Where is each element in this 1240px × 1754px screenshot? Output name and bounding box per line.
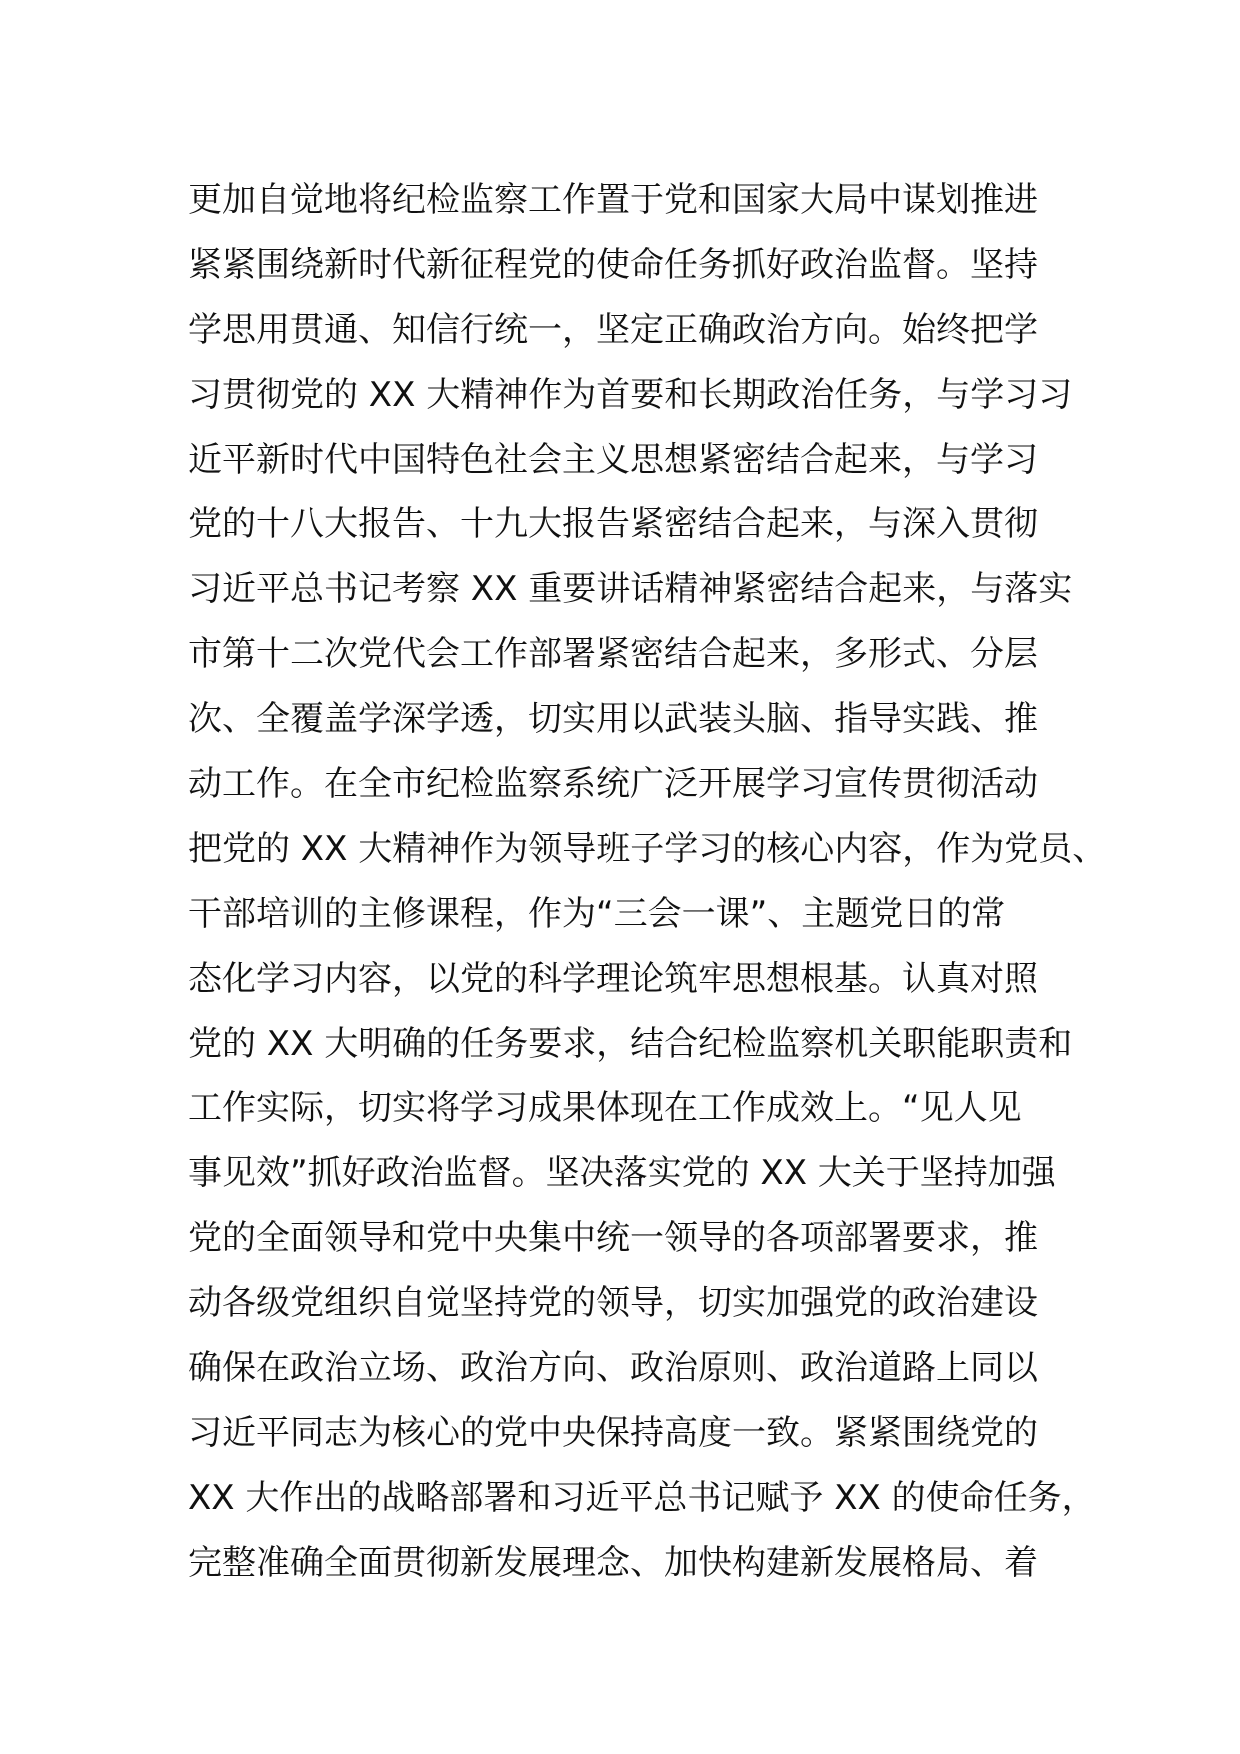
text-line: 近平新时代中国特色社会主义思想紧密结合起来，与学习 xyxy=(188,439,1038,480)
text-line: 干部培训的主修课程，作为“三会一课”、主题党日的常 xyxy=(188,893,1006,934)
text-line: 习近平总书记考察 XX 重要讲话精神紧密结合起来，与落实 xyxy=(188,569,1073,610)
text-line: 学思用贯通、知信行统一，坚定正确政治方向。始终把学 xyxy=(188,309,1038,350)
text-line: 把党的 XX 大精神作为领导班子学习的核心内容，作为党员、 xyxy=(188,828,1107,869)
body-paragraph xyxy=(188,168,1107,1596)
text-line: 工作实际，切实将学习成果体现在工作成效上。“见人见 xyxy=(188,1088,1022,1129)
text-line: 事见效”抓好政治监督。坚决落实党的 XX 大关于坚持加强 xyxy=(188,1153,1056,1194)
text-line: 党的全面领导和党中央集中统一领导的各项部署要求，推 xyxy=(188,1218,1038,1259)
text-line: 紧紧围绕新时代新征程党的使命任务抓好政治监督。坚持 xyxy=(188,244,1038,285)
text-line: XX 大作出的战略部署和习近平总书记赋予 XX 的使命任务， xyxy=(188,1477,1096,1518)
text-line: 党的 XX 大明确的任务要求，结合纪检监察机关职能职责和 xyxy=(188,1023,1073,1064)
text-line: 次、全覆盖学深学透，切实用以武装头脑、指导实践、推 xyxy=(188,699,1038,740)
text-line: 态化学习内容，以党的科学理论筑牢思想根基。认真对照 xyxy=(188,958,1038,999)
text-line: 市第十二次党代会工作部署紧密结合起来，多形式、分层 xyxy=(188,634,1038,675)
text-line: 习贯彻党的 XX 大精神作为首要和长期政治任务，与学习习 xyxy=(188,374,1073,415)
text-line: 动工作。在全市纪检监察系统广泛开展学习宣传贯彻活动 xyxy=(188,764,1038,805)
text-line: 确保在政治立场、政治方向、政治原则、政治道路上同以 xyxy=(188,1348,1038,1389)
text-line: 更加自觉地将纪检监察工作置于党和国家大局中谋划推进 xyxy=(188,180,1038,220)
text-line: 党的十八大报告、十九大报告紧密结合起来，与深入贯彻 xyxy=(188,504,1038,545)
text-line: 习近平同志为核心的党中央保持高度一致。紧紧围绕党的 xyxy=(188,1412,1038,1453)
text-line: 动各级党组织自觉坚持党的领导，切实加强党的政治建设 xyxy=(188,1283,1038,1324)
text-line: 完整准确全面贯彻新发展理念、加快构建新发展格局、着 xyxy=(188,1542,1038,1583)
